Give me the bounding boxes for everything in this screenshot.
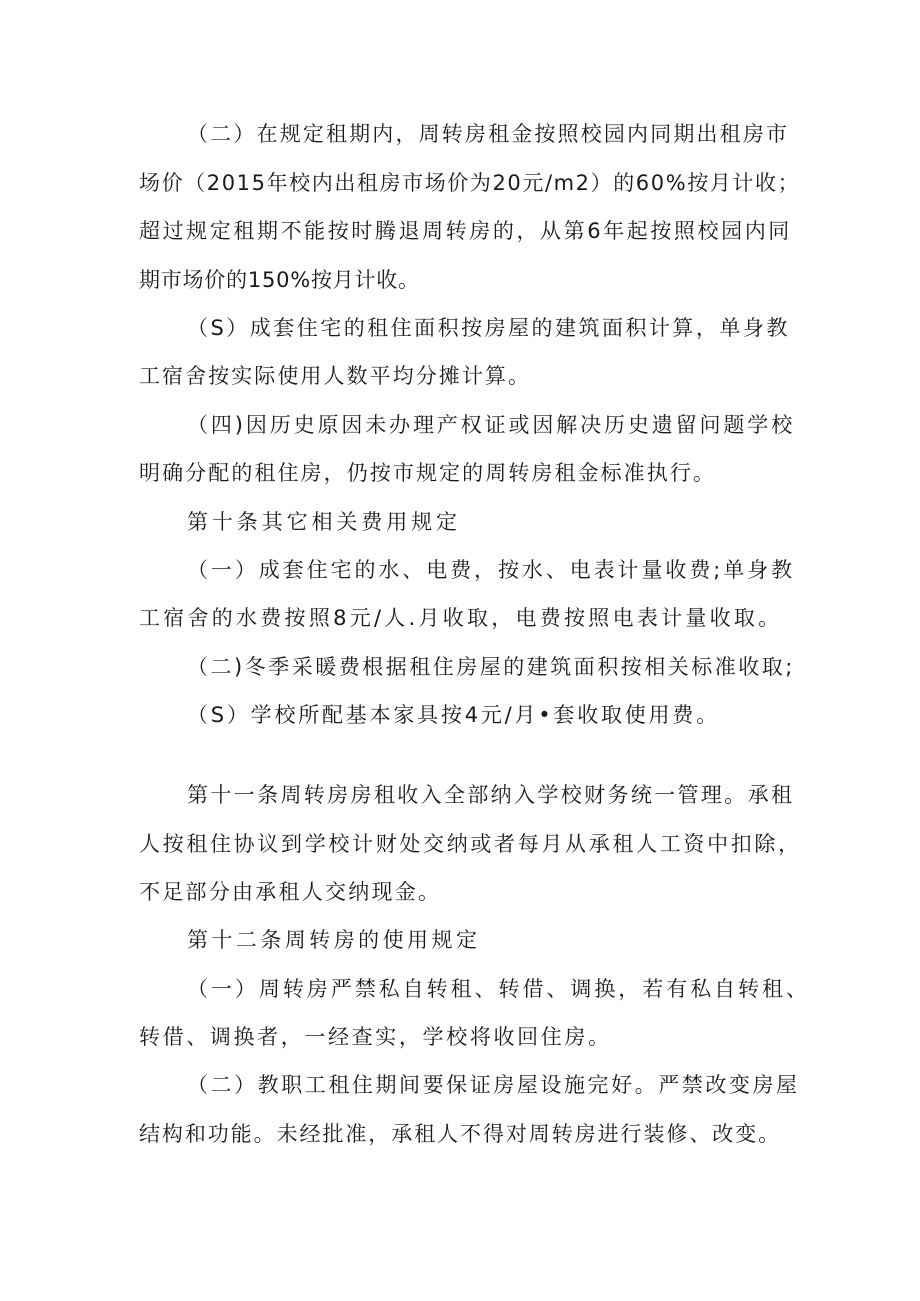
- text-line: 结构和功能。未经批准，承租人不得对周转房进行装修、改变。: [139, 1122, 782, 1146]
- text-line: （一）周转房严禁私自转租、转借、调换，若有私自转租、: [187, 977, 810, 1001]
- text-line: （四)因历史原因未办理产权证或因解决历史遗留问题学校: [187, 413, 796, 437]
- text-line: 期市场价的150%按月计收。: [139, 268, 420, 292]
- section-heading: 第十二条周转房的使用规定: [187, 928, 481, 952]
- text-line: 转借、调换者，一经查实，学校将收回住房。: [139, 1025, 612, 1049]
- text-line: （S）成套住宅的租住面积按房屋的建筑面积计算，单身教: [187, 316, 790, 340]
- text-line: 工宿舍按实际使用人数平均分摊计算。: [139, 364, 532, 388]
- text-line: 不足部分由承租人交纳现金。: [139, 880, 442, 904]
- text-line: 场价（2015年校内出租房市场价为20元/m2）的60%按月计收；: [139, 171, 801, 195]
- text-line: （二)冬季采暖费根据租住房屋的建筑面积按相关标准收取;: [187, 655, 795, 679]
- text-line: 第十一条周转房房租收入全部纳入学校财务统一管理。承租: [187, 783, 795, 807]
- text-line: （S）学校所配基本家具按4元/月•套收取使用费。: [187, 703, 720, 727]
- section-heading: 第十条其它相关费用规定: [187, 510, 461, 534]
- text-line: 超过规定租期不能按时腾退周转房的，从第6年起按照校园内同: [139, 219, 792, 243]
- text-line: （一）成套住宅的水、电费，按水、电表计量收费;单身教: [187, 558, 795, 582]
- text-line: 人按租住协议到学校计财处交纳或者每月从承租人工资中扣除，: [139, 832, 802, 856]
- text-line: 明确分配的租住房，仍按市规定的周转房租金标准执行。: [139, 461, 716, 485]
- text-line: （二）教职工租住期间要保证房屋设施完好。严禁改变房屋: [187, 1073, 800, 1097]
- text-line: 工宿舍的水费按照8元/人.月收取，电费按照电表计量收取。: [139, 606, 783, 630]
- text-line: （二）在规定租期内，周转房租金按照校园内同期出租房市: [187, 122, 790, 146]
